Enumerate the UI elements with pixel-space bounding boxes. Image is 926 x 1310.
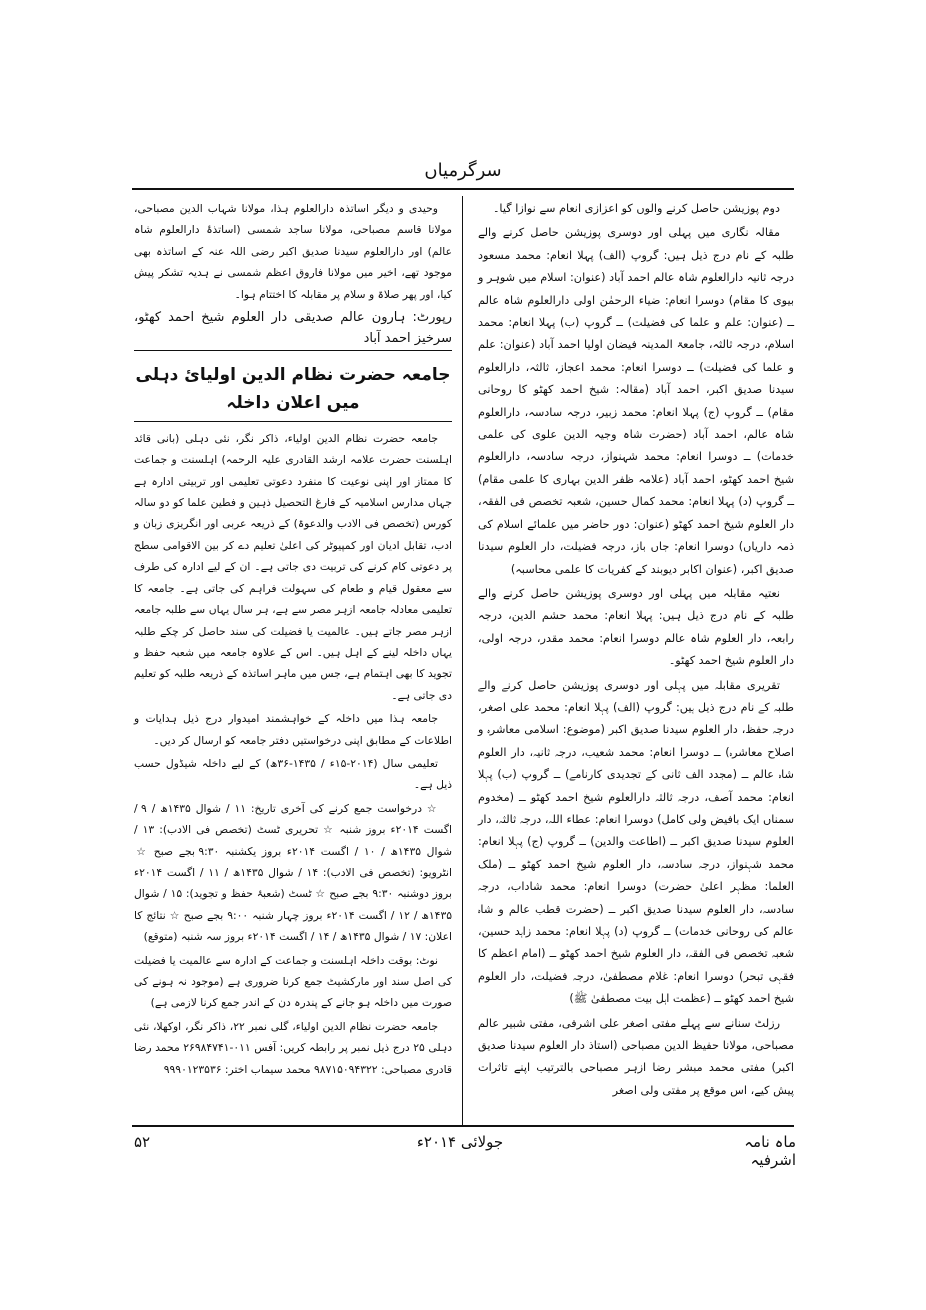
page-section-title: سرگرمیاں (424, 160, 502, 181)
footer-magazine-name: ماہ نامہ اشرفیہ (744, 1133, 796, 1169)
admission-heading: جامعہ حضرت نظام الدین اولیائ دہلی میں اعلان داخلہ (134, 357, 452, 422)
left-paragraph: نوٹ: بوقت داخلہ اہلسنت و جماعت کے ادارہ سے عالمیت یا فضیلت کی اصل سند اور مارکشیٹ جمع کرنا ضروری ہے (موجود نہ ہونے کی صورت میں داخلہ ہو جانے کے پندرہ دن کے اندر جمع کرنا لازمی ہے) (134, 953, 452, 1010)
report-byline: رپورٹ: ہارون عالم صدیقی دار العلوم شیخ احمد کھٹو، سرخیز احمد آباد (134, 307, 452, 351)
right-paragraph: نعتیہ مقابلہ میں پہلی اور دوسری پوزیشن حاصل کرنے والے طلبہ کے نام درج ذیل ہیں: پہلا انعام: محمد حشم الدین، درجہ رابعہ، دار العلوم شاہ عالم دوسرا انعام: محمد مقدر، درجہ اولی، دار العلوم شیخ احمد کھٹو۔ (478, 586, 794, 668)
column-divider (462, 196, 463, 1126)
page-number: ۵۲ (134, 1133, 151, 1151)
footer-date: جولائی ۲۰۱۴ء (416, 1133, 504, 1151)
footer-rule (132, 1125, 794, 1127)
left-intro-paragraph: وحیدی و دیگر اساتذہ دارالعلوم ہذا، مولانا شہاب الدین مصباحی، مولانا قاسم مصباحی، مولانا ساجد شمسی (اساتذۂ دارالعلوم شاہ عالم) اور دارالعلوم سیدنا صدیق اکبر رضی اللہ عنہ کے اساتذہ بھی موجود تھے، اخیر میں مولانا فاروق اعظم شمسی نے ہدیہ تشکر پیش کیا، اور پھر صلاۃ و سلام پر مقابلہ کا اختتام ہوا۔ (134, 202, 452, 301)
right-paragraph: مقالہ نگاری میں پہلی اور دوسری پوزیشن حاصل کرنے والے طلبہ کے نام درج ذیل ہیں: گروپ (الف) پہلا انعام: محمد مسعود درجہ ثانیہ دارالعلوم شاہ عالم احمد آباد (عنوان: اسلام میں شوہر و بیوی کا مقام) دوسرا انعام: ضیاء الرحمٰن اولی دارالعلوم شاہ عالم ــ (عنوان: علم و علما کی فضیلت) ــ گروپ (ب) پہلا انعام: محمد اسلام، درجہ ثالثہ، جامعۃ المدینہ فیضان اولیا احمد آباد (عنوان: علم و علما کی فضیلت) ــ دوسرا انعام: محمد اعجاز، ثالثہ، دارالعلوم سیدنا صدیق اکبر، احمد آباد (مقالہ: شیخ احمد کھٹو کا روحانی مقام) ــ گروپ (ج) پہلا انعام: محمد زبیر، درجہ سادسہ، دارالعلوم شاہ عالم، احمد آباد (حضرت شاہ وجیہ الدین علوی کی علمی خدمات) ــ دوسرا انعام: محمد شہنواز، درجہ سادسہ، دارالعلوم شیخ احمد کھٹو، احمد آباد (علامہ ظفر الدین بہاری کا علمی مقام) ــ گروپ (د) پہلا انعام: محمد کمال حسین، شعبہ تخصص فی الفقہ، دار العلوم شیخ احمد کھٹو (عنوان: دور حاضر میں علمائے اسلام کی ذمہ داریاں) دوسرا انعام: جاں باز، درجہ فضیلت، دار العلوم سیدنا صدیق اکبر، (عنوان اکابر دیوبند کے کفریات کا علمی محاسبہ) (478, 226, 794, 576)
right-paragraph: تقریری مقابلہ میں پہلی اور دوسری پوزیشن حاصل کرنے والے طلبہ کے نام درج ذیل ہیں: گروپ (الف) پہلا انعام: محمد علی اصغر، درجہ حفظ، دار العلوم سیدنا صدیق اکبر (موضوع: اسلامی معاشرہ و اصلاح معاشرہ) ــ دوسرا انعام: محمد شعیب، درجہ ثانیہ، دار العلوم شاہ عالم ــ (مجدد الف ثانی کے تجدیدی کارنامے) ــ گروپ (ب) پہلا انعام: محمد آصف، درجہ ثالثہ دارالعلوم شیخ احمد کھٹو ــ (مخدوم سمناں ایک بافیض ولی کامل) دوسرا انعام: عطاء اللہ، درجہ ثالثہ، دار العلوم سیدنا صدیق اکبر ــ (اطاعت والدین) ــ گروپ (ج) پہلا انعام: محمد شہنواز، درجہ سادسہ، دار العلوم شیخ احمد کھٹو ــ (ملک العلما: مظہر اعلیٰ حضرت) دوسرا انعام: محمد شاداب، درجہ سادسہ، دار العلوم سیدنا صدیق اکبر ــ (حضرت قطب عالم و شاہ عالم کی روحانی خدمات) ــ گروپ (د) پہلا انعام: محمد زاہد حسین، شعبہ تخصص فی الفقہ، دار العلوم شیخ احمد کھٹو ــ (امام اعظم کا فقہی تبحر) دوسرا انعام: غلام مصطفیٰ، درجہ فضیلت، دار العلوم شیخ احمد کھٹو ــ (عظمت اہل بیت مصطفیٰ ﷺ) (478, 678, 794, 1006)
left-paragraph: ☆ درخواست جمع کرنے کی آخری تاریخ: ۱۱ / شوال ۱۴۳۵ھ / ۹ / اگست ۲۰۱۴ء بروز شنبہ ☆ تحریری ٹسٹ (تخصص فی الادب): ۱۳ / شوال ۱۴۳۵ھ / ۱۰ / اگست ۲۰۱۴ء بروز یکشنبہ ۹:۳۰ بجے صبح ☆ انٹرویو: (تخصص فی الادب): ۱۴ / شوال ۱۴۳۵ھ / ۱۱ / اگست ۲۰۱۴ء بروز دوشنبہ ۹:۳۰ بجے صبح ☆ ٹسٹ (شعبۂ حفظ و تجوید): ۱۵ / شوال ۱۴۳۵ھ / ۱۲ / اگست ۲۰۱۴ء بروز چہار شنبہ ۹:۰۰ بجے صبح ☆ نتائج کا اعلان: ۱۷ / شوال ۱۴۳۵ھ / ۱۴ / اگست ۲۰۱۴ء بروز سہ شنبہ (متوقع) (134, 801, 453, 944)
left-paragraph: جامعہ ہذا میں داخلہ کے خواہشمند امیدوار درج ذیل ہدایات و اطلاعات کے مطابق اپنی درخواستیں دفتر جامعہ کو ارسال کر دیں۔ (134, 712, 452, 747)
left-column (134, 198, 452, 1082)
right-paragraph: رزلٹ سنانے سے پہلے مفتی اصغر علی اشرفی، مفتی شبیر عالم مصباحی، مولانا حفیظ الدین مصباحی (استاذ دار العلوم سیدنا صدیق اکبر) مفتی محمد مبشر رضا ازہر مصباحی بالترتیب اپنے تاثرات پیش کیے، اس موقع پر مفتی ولی اصغر (478, 1016, 794, 1097)
left-paragraph: تعلیمی سال (۲۰۱۴-۱۵ء / ۱۴۳۵-۳۶ھ) کے لیے داخلہ شیڈول حسب ذیل ہے۔ (134, 756, 452, 792)
right-column (478, 198, 794, 1104)
right-paragraph: دوم پوزیشن حاصل کرنے والوں کو اعزازی انعام سے نوازا گیا۔ (492, 202, 780, 215)
left-paragraph: جامعہ حضرت نظام الدین اولیاء، ذاکر نگر، نئی دہلی (بانی قائد اہلسنت حضرت علامہ ارشد القادری علیہ الرحمہ) اہلسنت و جماعت کا ممتاز اور اپنی نوعیت کا منفرد دعوتی تعلیمی اور تربیتی ادارہ ہے جہاں مدارس اسلامیہ کے فارغ التحصیل ذہین و فطین علما کو دو سالہ کورس (تخصص فی الادب والدعوۃ) کے ذریعہ عربی اور انگریزی زبان و ادب، تقابل ادیان اور کمپیوٹر کی اعلیٰ تعلیم دے کر بین الاقوامی سطح پر دعوتی کام کرنے کی تربیت دی جاتی ہے۔ ان کے لیے ادارہ کی طرف سے معقول قیام و طعام کی سہولت فراہم کی جاتی ہے۔ جامعہ کا تعلیمی معادلہ جامعہ ازہر مصر سے ہے، ہر سال یہاں سے طلبہ جامعہ ازہر مصر جاتے ہیں۔ عالمیت یا فضیلت کی سند حاصل کر چکے طلبہ یہاں داخلہ لینے کے اہل ہیں۔ اس کے علاوہ جامعہ میں شعبہ حفظ و تجوید کا بھی اہتمام ہے، جس میں ماہر اساتذہ کے ذریعہ طلبہ کو تعلیم دی جاتی ہے۔ (134, 431, 452, 702)
left-paragraph: جامعہ حضرت نظام الدین اولیاء، گلی نمبر ۲۲، ذاکر نگر، اوکھلا، نئی دہلی ۲۵ درج ذیل نمبر پر رابطہ کریں: آفس ۰۱۱-۲۶۹۸۴۷۴۱ محمد رضا قادری مصباحی: ۹۸۷۱۵۰۹۴۳۲۲ محمد سیماب اختر: ۹۹۹۰۱۲۳۵۳۶ (134, 1019, 452, 1076)
header-rule (132, 188, 794, 190)
